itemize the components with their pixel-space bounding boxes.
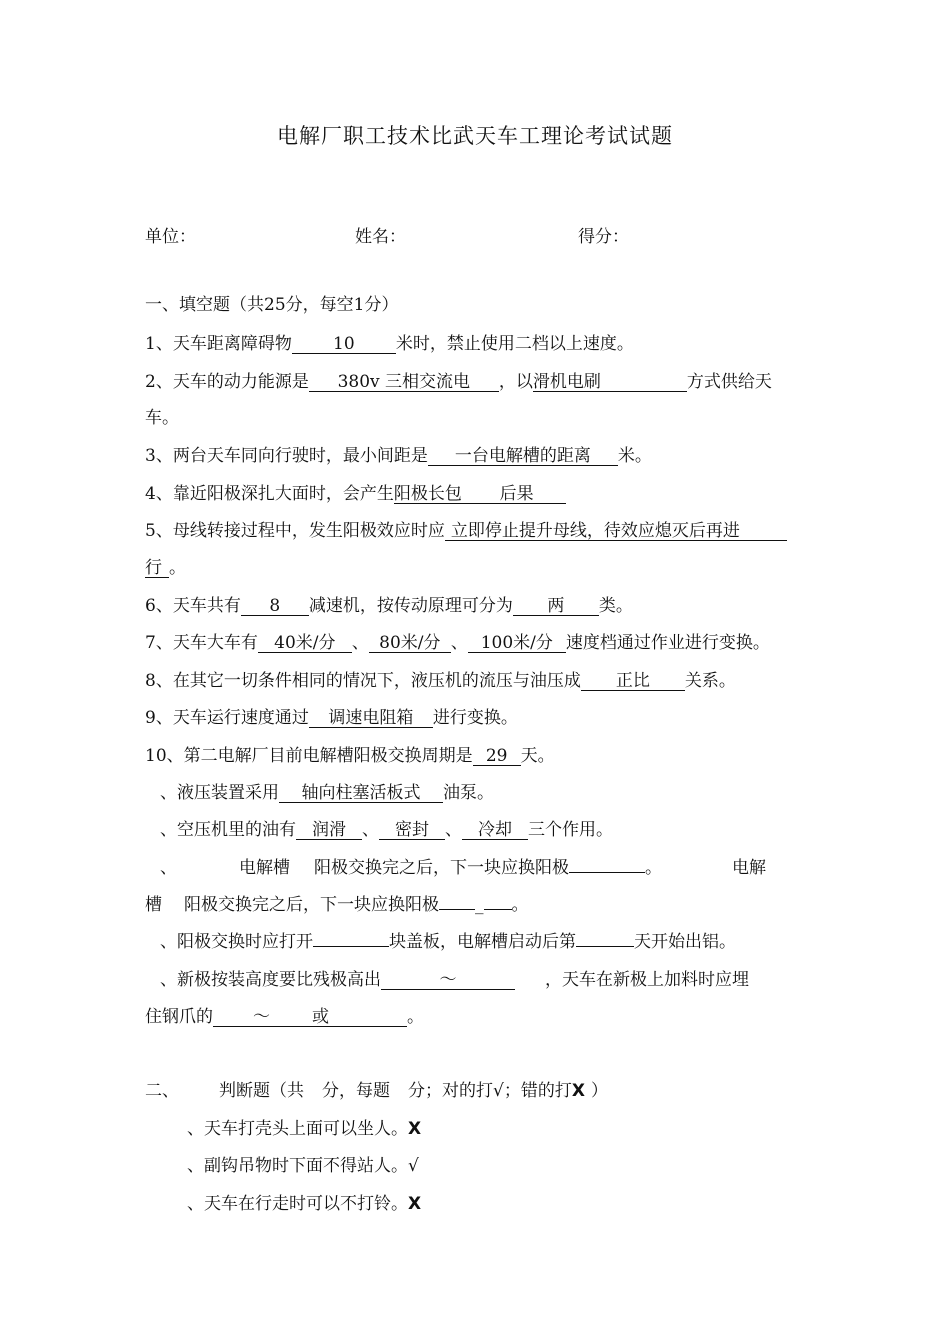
name-label: 姓名： (355, 227, 406, 247)
question-5-cont (145, 557, 186, 579)
q13-blank-1 (569, 872, 645, 873)
q12-sep-2: 、 (445, 820, 462, 840)
question-13 (160, 857, 766, 879)
q15-answer-2 (213, 1008, 407, 1027)
q7-answer-3: 100米/分 (468, 634, 566, 653)
q8-text: 8、在其它一切条件相同的情况下，液压机的流压与油压成 (145, 671, 581, 691)
q2-text-end: 方式供给天 (686, 372, 772, 392)
q1-answer: 10 (292, 335, 396, 354)
q13-text-7: 阳极交换完之后，下一块应换阳极 (184, 895, 439, 915)
q13-text-4: 。 (645, 858, 662, 878)
judgment-text: 、天车打壳头上面可以坐人。 (187, 1119, 408, 1139)
q3-text: 3、两台天车同向行驶时，最小间距是 (145, 446, 428, 466)
q15-tilde: ～ (253, 1007, 270, 1027)
q1-text: 1、天车距离障碍物 (145, 334, 292, 354)
q9-text-end: 进行变换。 (432, 708, 518, 728)
q13-blank-2 (439, 909, 475, 910)
q9-text: 9、天车运行速度通过 (145, 708, 309, 728)
q1-text-end: 米时，禁止使用二档以上速度。 (395, 334, 634, 354)
q11-answer: 轴向柱塞活板式 (279, 784, 443, 803)
q3-answer: 一台电解槽的距离 (428, 447, 618, 466)
judgment-text: 、副钩吊物时下面不得站人。 (187, 1156, 408, 1176)
q13-text-6: 槽 (145, 895, 162, 915)
q7-sep-1: 、 (351, 633, 369, 653)
q14-text-mid: 块盖板，电解槽启动后第 (389, 932, 576, 952)
q5-text: 5、母线转接过程中，发生阳极效应时应 (145, 521, 445, 541)
question-14 (160, 931, 736, 953)
q10-answer: 29 (473, 747, 521, 766)
q14-blank-1 (313, 946, 389, 947)
q12-answer-2: 密封 (379, 821, 445, 840)
q5-answer-cont: 行 (145, 559, 169, 578)
q7-text-end: 速度档通过作业进行变换。 (565, 633, 770, 653)
q10-text: 10、第二电解厂目前电解槽阳极交换周期是 (145, 746, 473, 766)
q15-text-2: 住钢爪的 (145, 1007, 213, 1027)
q5-answer: 立即停止提升母线，待效应熄灭后再进 (445, 522, 787, 541)
q5-text-end: 。 (169, 558, 186, 578)
q15-text: 、新极按装高度要比残极高出 (160, 970, 381, 990)
q8-answer: 正比 (581, 672, 685, 691)
judgment-item-1 (187, 1118, 421, 1140)
q4-text: 4、靠近阳极深扎大面时，会产生 (145, 484, 394, 504)
q6-answer-1: 8 (241, 597, 309, 616)
q13-blank-3 (484, 909, 512, 910)
q15-or: 或 (312, 1007, 329, 1027)
q12-answer-3: 冷却 (462, 821, 528, 840)
x-mark-icon: X (571, 1081, 585, 1101)
q11-text-end: 油泵。 (443, 783, 494, 803)
q7-text: 7、天车大车有 (145, 633, 258, 653)
q6-answer-2: 两 (513, 597, 599, 616)
judgment-mark: X (408, 1119, 422, 1139)
question-4 (145, 483, 566, 505)
score-label: 得分： (578, 227, 629, 247)
unit-label: 单位： (145, 227, 196, 247)
q15-text-end-2: 。 (407, 1007, 424, 1027)
q13-text-5: 电解 (732, 858, 766, 878)
question-13-cont (145, 894, 529, 916)
q12-answer-1: 润滑 (296, 821, 362, 840)
q13-text-3: 阳极交换完之后，下一块应换阳极 (314, 858, 569, 878)
question-15 (160, 969, 749, 991)
q15-answer-1: ～ (381, 971, 515, 990)
q13-text-2: 电解槽 (239, 858, 290, 878)
q2-text: 2、天车的动力能源是 (145, 372, 309, 392)
section1-heading: 一、填空题（共25分，每空1分） (145, 295, 399, 315)
q14-text: 、阳极交换时应打开 (160, 932, 313, 952)
section2-rule: 分；对的打√；错的打 (408, 1081, 572, 1101)
q15-text-end: ，天车在新极上加料时应埋 (545, 970, 749, 990)
q2-text-mid: ，以 (498, 372, 533, 392)
q6-text-end: 类。 (598, 596, 633, 616)
q14-blank-2 (576, 946, 634, 947)
question-5 (145, 520, 787, 542)
section2-title: 判断题（共 (219, 1081, 304, 1101)
question-15-cont (145, 1006, 424, 1028)
q10-text-end: 天。 (520, 746, 555, 766)
section2-number: 二、 (145, 1081, 179, 1101)
q12-sep-1: 、 (362, 820, 379, 840)
section2-points: 分，每题 (322, 1081, 390, 1101)
question-2 (145, 371, 772, 393)
q13-text-1: 、 (160, 858, 177, 878)
question-11 (160, 782, 494, 804)
q6-text: 6、天车共有 (145, 596, 241, 616)
question-2-cont: 车。 (145, 408, 179, 428)
question-6 (145, 595, 633, 617)
q2-answer-1: 380v 三相交流电 (309, 373, 499, 392)
q7-sep-2: 、 (450, 633, 468, 653)
q13-text-9: 。 (511, 895, 529, 915)
judgment-text: 、天车在行走时可以不打铃。 (187, 1194, 408, 1214)
page-title: 电解厂职工技术比武天车工理论考试试题 (277, 124, 673, 148)
question-1 (145, 333, 634, 355)
section2-heading (145, 1080, 608, 1102)
q9-answer: 调速电阻箱 (309, 709, 433, 728)
q13-text-8: _ (475, 895, 484, 915)
section2-close: ） (590, 1081, 608, 1101)
question-7 (145, 632, 770, 654)
q14-text-end: 天开始出铝。 (634, 932, 736, 952)
question-3 (145, 445, 652, 467)
judgment-item-2 (187, 1155, 419, 1177)
q7-answer-2: 80米/分 (369, 634, 451, 653)
question-10 (145, 745, 555, 767)
q12-text: 、空压机里的油有 (160, 820, 296, 840)
q3-text-end: 米。 (617, 446, 652, 466)
q6-text-mid: 减速机，按传动原理可分为 (308, 596, 513, 616)
question-8 (145, 670, 736, 692)
judgment-mark: √ (408, 1156, 419, 1176)
q11-text: 、液压装置采用 (160, 783, 279, 803)
q7-answer-1: 40米/分 (258, 634, 352, 653)
judgment-mark: X (408, 1194, 422, 1214)
question-12 (160, 819, 613, 841)
q12-text-end: 三个作用。 (528, 820, 613, 840)
q4-answer: 阳极长包 后果 (394, 485, 566, 504)
q2-answer-2: 滑机电刷 (533, 373, 687, 392)
question-9 (145, 707, 518, 729)
judgment-item-3 (187, 1193, 421, 1215)
q8-text-end: 关系。 (684, 671, 736, 691)
